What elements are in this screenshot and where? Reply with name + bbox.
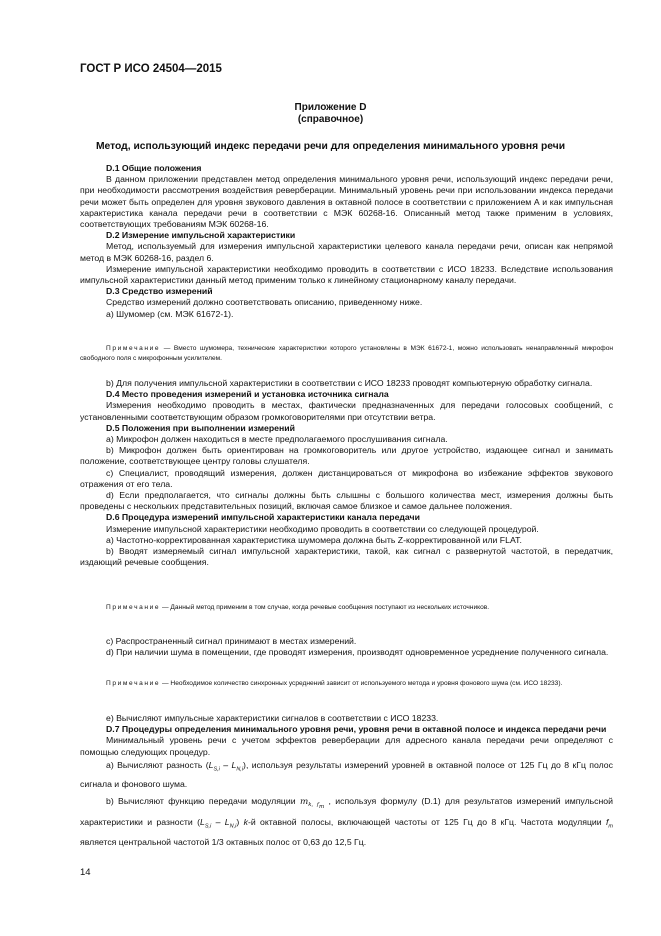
list-item: а) Микрофон должен находиться в месте предполагаемого прослушивания сигнала. bbox=[106, 434, 448, 445]
text-fragment: ) bbox=[236, 817, 244, 828]
list-item: е) Вычисляют импульсные характеристики сигналов в соответствии с ИСО 18233. bbox=[106, 713, 439, 723]
note-text: — Необходимое количество синхронных усреднений зависит от используемого метода и уровня фонового шума (см. ИСО 18233). bbox=[160, 680, 563, 687]
section-heading: D.1 Общие положения bbox=[106, 163, 202, 173]
formula-mtf: $m_{k, f_m}$ bbox=[299, 796, 325, 811]
note-label: Примечание bbox=[106, 345, 161, 352]
text-fragment: является центральной частотой 1/3 октавных полос от 0,63 до 12,5 Гц. bbox=[80, 837, 367, 848]
list-item: а) Шумомер (см. МЭК 61672-1). bbox=[106, 308, 234, 319]
list-item: d) При наличии шума в помещении, где проводят измерения, производят одновременное усреднение полученного сигнала. bbox=[106, 647, 609, 658]
text-fragment: ), используя результаты измерений уровней в октавной полосе от 125 Гц до 8 кГц полос сигнала и фонового шума. bbox=[80, 759, 613, 789]
formula-difference: $L_{S,i} - L_{N,i}$ bbox=[208, 759, 244, 773]
paragraph: В данном приложении представлен метод определения минимального уровня речи, использующий индекс передачи речи, при необходимости рассмотрения воздействия реверберации. Минимальный уровень речи при использовании индекса передачи речи может быть определен для уровня звукового давления в октавной полосе в соответствии с приложением А и как импульсная характеристика канала передачи речи в соответствии с МЭК 60268-16. Описанный метод также применим в условиях, соответствующих требованиям МЭК 60268-16. bbox=[80, 174, 613, 230]
note bbox=[80, 344, 613, 364]
list-item: b) Вводят измеряемый сигнал импульсной характеристики, такой, как сигнал с развернутой частотой, в передатчик, издающий речевые сообщения. bbox=[80, 546, 613, 568]
list-item: b) Для получения импульсной характеристики в соответствии с ИСО 18233 проводят компьютерную обработку сигнала. bbox=[106, 378, 593, 388]
list-item: c) Распространенный сигнал принимают в местах измерений. bbox=[106, 636, 357, 646]
section-d1 bbox=[80, 163, 613, 320]
list-item: а) Частотно-корректированная характеристика шумомера должна быть Z-корректированной или FLAT. bbox=[106, 534, 522, 545]
var-k: k bbox=[243, 817, 248, 828]
page-number: 14 bbox=[80, 867, 91, 878]
section-heading: D.2 Измерение импульсной характеристики bbox=[106, 230, 296, 241]
text-fragment: , используя формулу (D.1) для результатов измерений импульсной характеристики и разности ( bbox=[80, 795, 613, 828]
paragraph: Измерение импульсной характеристики необходимо проводить в соответствии со следующей процедурой. bbox=[106, 523, 539, 534]
list-item: b) Микрофон должен быть ориентирован на громкоговоритель или другое устройство, издающее сигнал и занимать положение, соответствующее центру головы слушателя. bbox=[80, 445, 613, 467]
note-d3 bbox=[80, 344, 613, 364]
paragraph: Метод, используемый для измерения импульсной характеристики целевого канала передачи речи, описан как непрямой метод в МЭК 60268-16, раздел 6. bbox=[80, 241, 613, 263]
list-item: c) Специалист, проводящий измерения, должен дистанцироваться от микрофона во избежание эффектов звукового отражения от его тела. bbox=[80, 467, 613, 489]
paragraph: Измерения необходимо проводить в местах, фактически предназначенных для передачи голосовых сообщений, с установленными соответствующим образом громкоговорителями при отсутствии ветра. bbox=[80, 400, 613, 422]
text-fragment: -й октавной полосы, включающей частоты от 125 Гц до 8 кГц. Частота модуляции bbox=[247, 817, 606, 828]
formula-difference: $L_{S,i} - L_{N,i}$ bbox=[200, 817, 237, 831]
list-item bbox=[80, 758, 613, 791]
note-d6-1 bbox=[80, 603, 613, 613]
text-fragment: а) Вычисляют разность ( bbox=[106, 759, 209, 770]
section-heading: D.4 Место проведения измерений и установка источника сигнала bbox=[106, 389, 389, 400]
note bbox=[80, 679, 613, 689]
note-label: Примечание bbox=[106, 680, 161, 687]
annex-status: (справочное) bbox=[297, 114, 364, 125]
section-d7 bbox=[80, 713, 613, 850]
list-item: d) Если предполагается, что сигналы должны быть слышны с большого количества мест, измерения должны быть проведены с нескольких представительных позиций, включая самое близкое и самое дальнее положения. bbox=[80, 490, 613, 512]
annex-title: Приложение D bbox=[294, 102, 367, 113]
section-heading: D.3 Средство измерений bbox=[106, 286, 213, 297]
note-text: — Данный метод применим в том случае, когда речевые сообщения поступают из нескольких источников. bbox=[160, 604, 490, 611]
section-d3-d6 bbox=[80, 378, 613, 568]
paragraph: Измерение импульсной характеристики необходимо проводить в соответствии с ИСО 18233. Вследствие использования импульсной характеристики данный метод применим только к линейному стационарному каналу передачи. bbox=[80, 263, 613, 286]
section-heading: D.7 Процедуры определения минимального уровня речи, уровня речи в октавной полосе и индекса передачи речи bbox=[106, 724, 607, 735]
text-fragment: b) Вычисляют функцию передачи модуляции bbox=[106, 795, 300, 806]
note-label: Примечание bbox=[106, 604, 161, 611]
paragraph: Минимальный уровень речи с учетом эффектов реверберации для адресного канала передачи речи определяют с помощью следующих процедур. bbox=[80, 735, 613, 757]
section-d6-cont bbox=[80, 636, 613, 658]
paragraph: Средство измерений должно соответствовать описанию, приведенному ниже. bbox=[106, 297, 423, 308]
document-header: ГОСТ Р ИСО 24504—2015 bbox=[80, 63, 222, 75]
section-heading: D.5 Положения при выполнении измерений bbox=[106, 422, 295, 433]
main-title: Метод, использующий индекс передачи речи для определения минимального уровня речи bbox=[95, 141, 566, 152]
list-item bbox=[80, 794, 613, 851]
note bbox=[80, 603, 613, 613]
note-text: — Вместо шумомера, технические характеристики которого установлены в МЭК 61672-1, можно использовать ненаправленный микрофон свободного поля с микрофонным усилителем. bbox=[80, 345, 613, 362]
note-d6-2 bbox=[80, 679, 613, 689]
var-fm: $f_m$ bbox=[605, 817, 613, 831]
section-heading: D.6 Процедура измерений импульсной характеристики канала передачи bbox=[106, 512, 420, 523]
